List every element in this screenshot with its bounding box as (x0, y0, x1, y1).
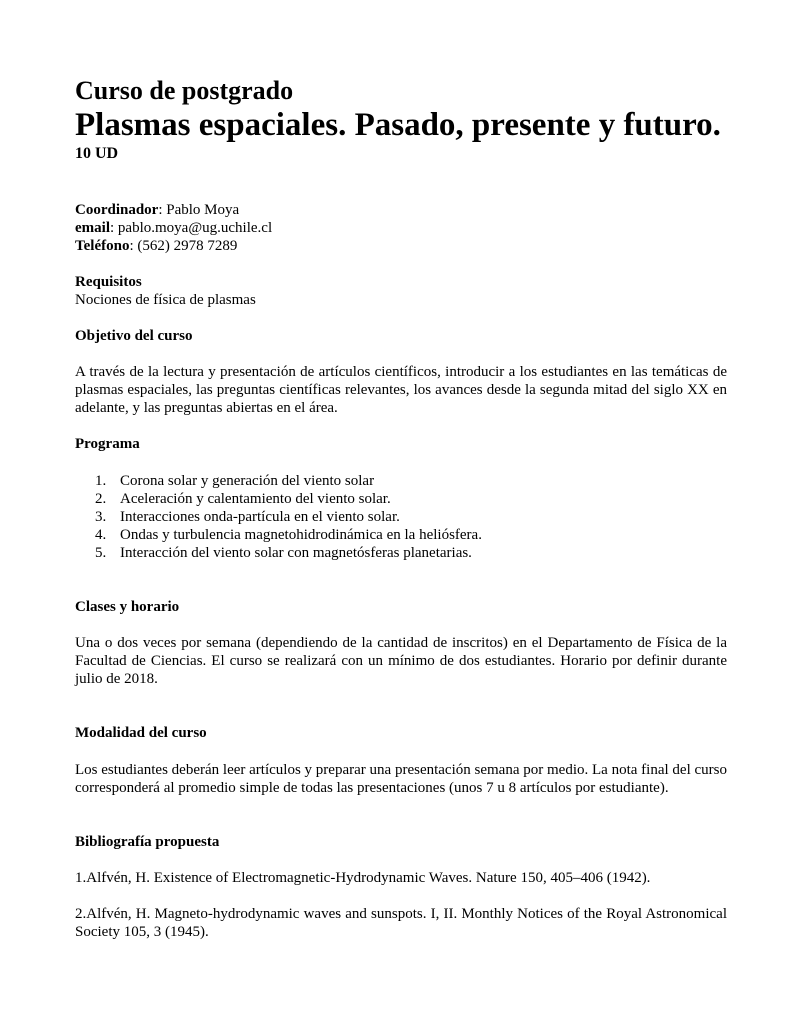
coordinator-name: Pablo Moya (166, 202, 240, 218)
modality-heading: Modalidad del curso (75, 725, 207, 741)
course-credits: 10 UD (75, 145, 119, 162)
schedule-heading: Clases y horario (75, 599, 180, 615)
phone-label: Teléfono (75, 238, 130, 254)
list-item: 3. Interacciones onda-partícula en el viento solar. (95, 509, 400, 525)
email-value[interactable]: pablo.moya@ug.uchile.cl (117, 220, 273, 236)
bibliography-heading: Bibliografía propuesta (75, 834, 220, 850)
objective-heading: Objetivo del curso (75, 328, 193, 344)
list-item: 4. Ondas y turbulencia magnetohidrodinámica en la heliósfera. (95, 527, 482, 543)
list-item: 5. Interacción del viento solar con magnetósferas planetarias. (95, 545, 472, 561)
bibliography-ref-1: 1.Alfvén, H. Existence of Electromagnetic-Hydrodynamic Waves. Nature 150, 405–406 (1942). (75, 870, 651, 886)
coordinator-line: Coordinador: Pablo Moya (75, 202, 240, 218)
phone-line: Teléfono: (562) 2978 7289 (75, 238, 238, 254)
modality-text: Los estudiantes deberán leer artículos y preparar una presentación semana por medio. La nota final del curso corresponderá al promedio simple de todas las presentaciones (unos 7 u 8 artículos por estudiante). (75, 762, 727, 796)
requirements-heading: Requisitos (75, 274, 142, 290)
requirements-text: Nociones de física de plasmas (75, 292, 256, 308)
program-list (95, 472, 482, 562)
page-title: Plasmas espaciales. Pasado, presente y futuro. (75, 107, 721, 143)
schedule-text: Una o dos veces por semana (dependiendo de la cantidad de inscritos) en el Departamento de Física de la Facultad de Ciencias. El curso se realizará con un mínimo de dos estudiantes. Horario por definir durante julio de 2018. (75, 635, 727, 687)
objective-text: A través de la lectura y presentación de artículos científicos, introducir a los estudiantes en las temáticas de plasmas espaciales, las preguntas científicas relevantes, los avances desde la segunda mitad del siglo XX en adelante, y las preguntas abiertas en el área. (75, 364, 727, 416)
program-heading: Programa (75, 436, 140, 452)
coordinator-label: Coordinador (75, 202, 159, 218)
list-item: 1. Corona solar y generación del viento solar (95, 473, 375, 489)
list-item: 2. Aceleración y calentamiento del viento solar. (95, 491, 391, 507)
email-label: email (75, 220, 110, 236)
bibliography-ref-2: 2.Alfvén, H. Magneto-hydrodynamic waves and sunspots. I, II. Monthly Notices of the Royal Astronomical Society 105, 3 (1945). (75, 906, 727, 940)
email-line: email: pablo.moya@ug.uchile.cl (75, 220, 273, 236)
phone-value: (562) 2978 7289 (137, 238, 238, 254)
course-type: Curso de postgrado (75, 76, 294, 105)
